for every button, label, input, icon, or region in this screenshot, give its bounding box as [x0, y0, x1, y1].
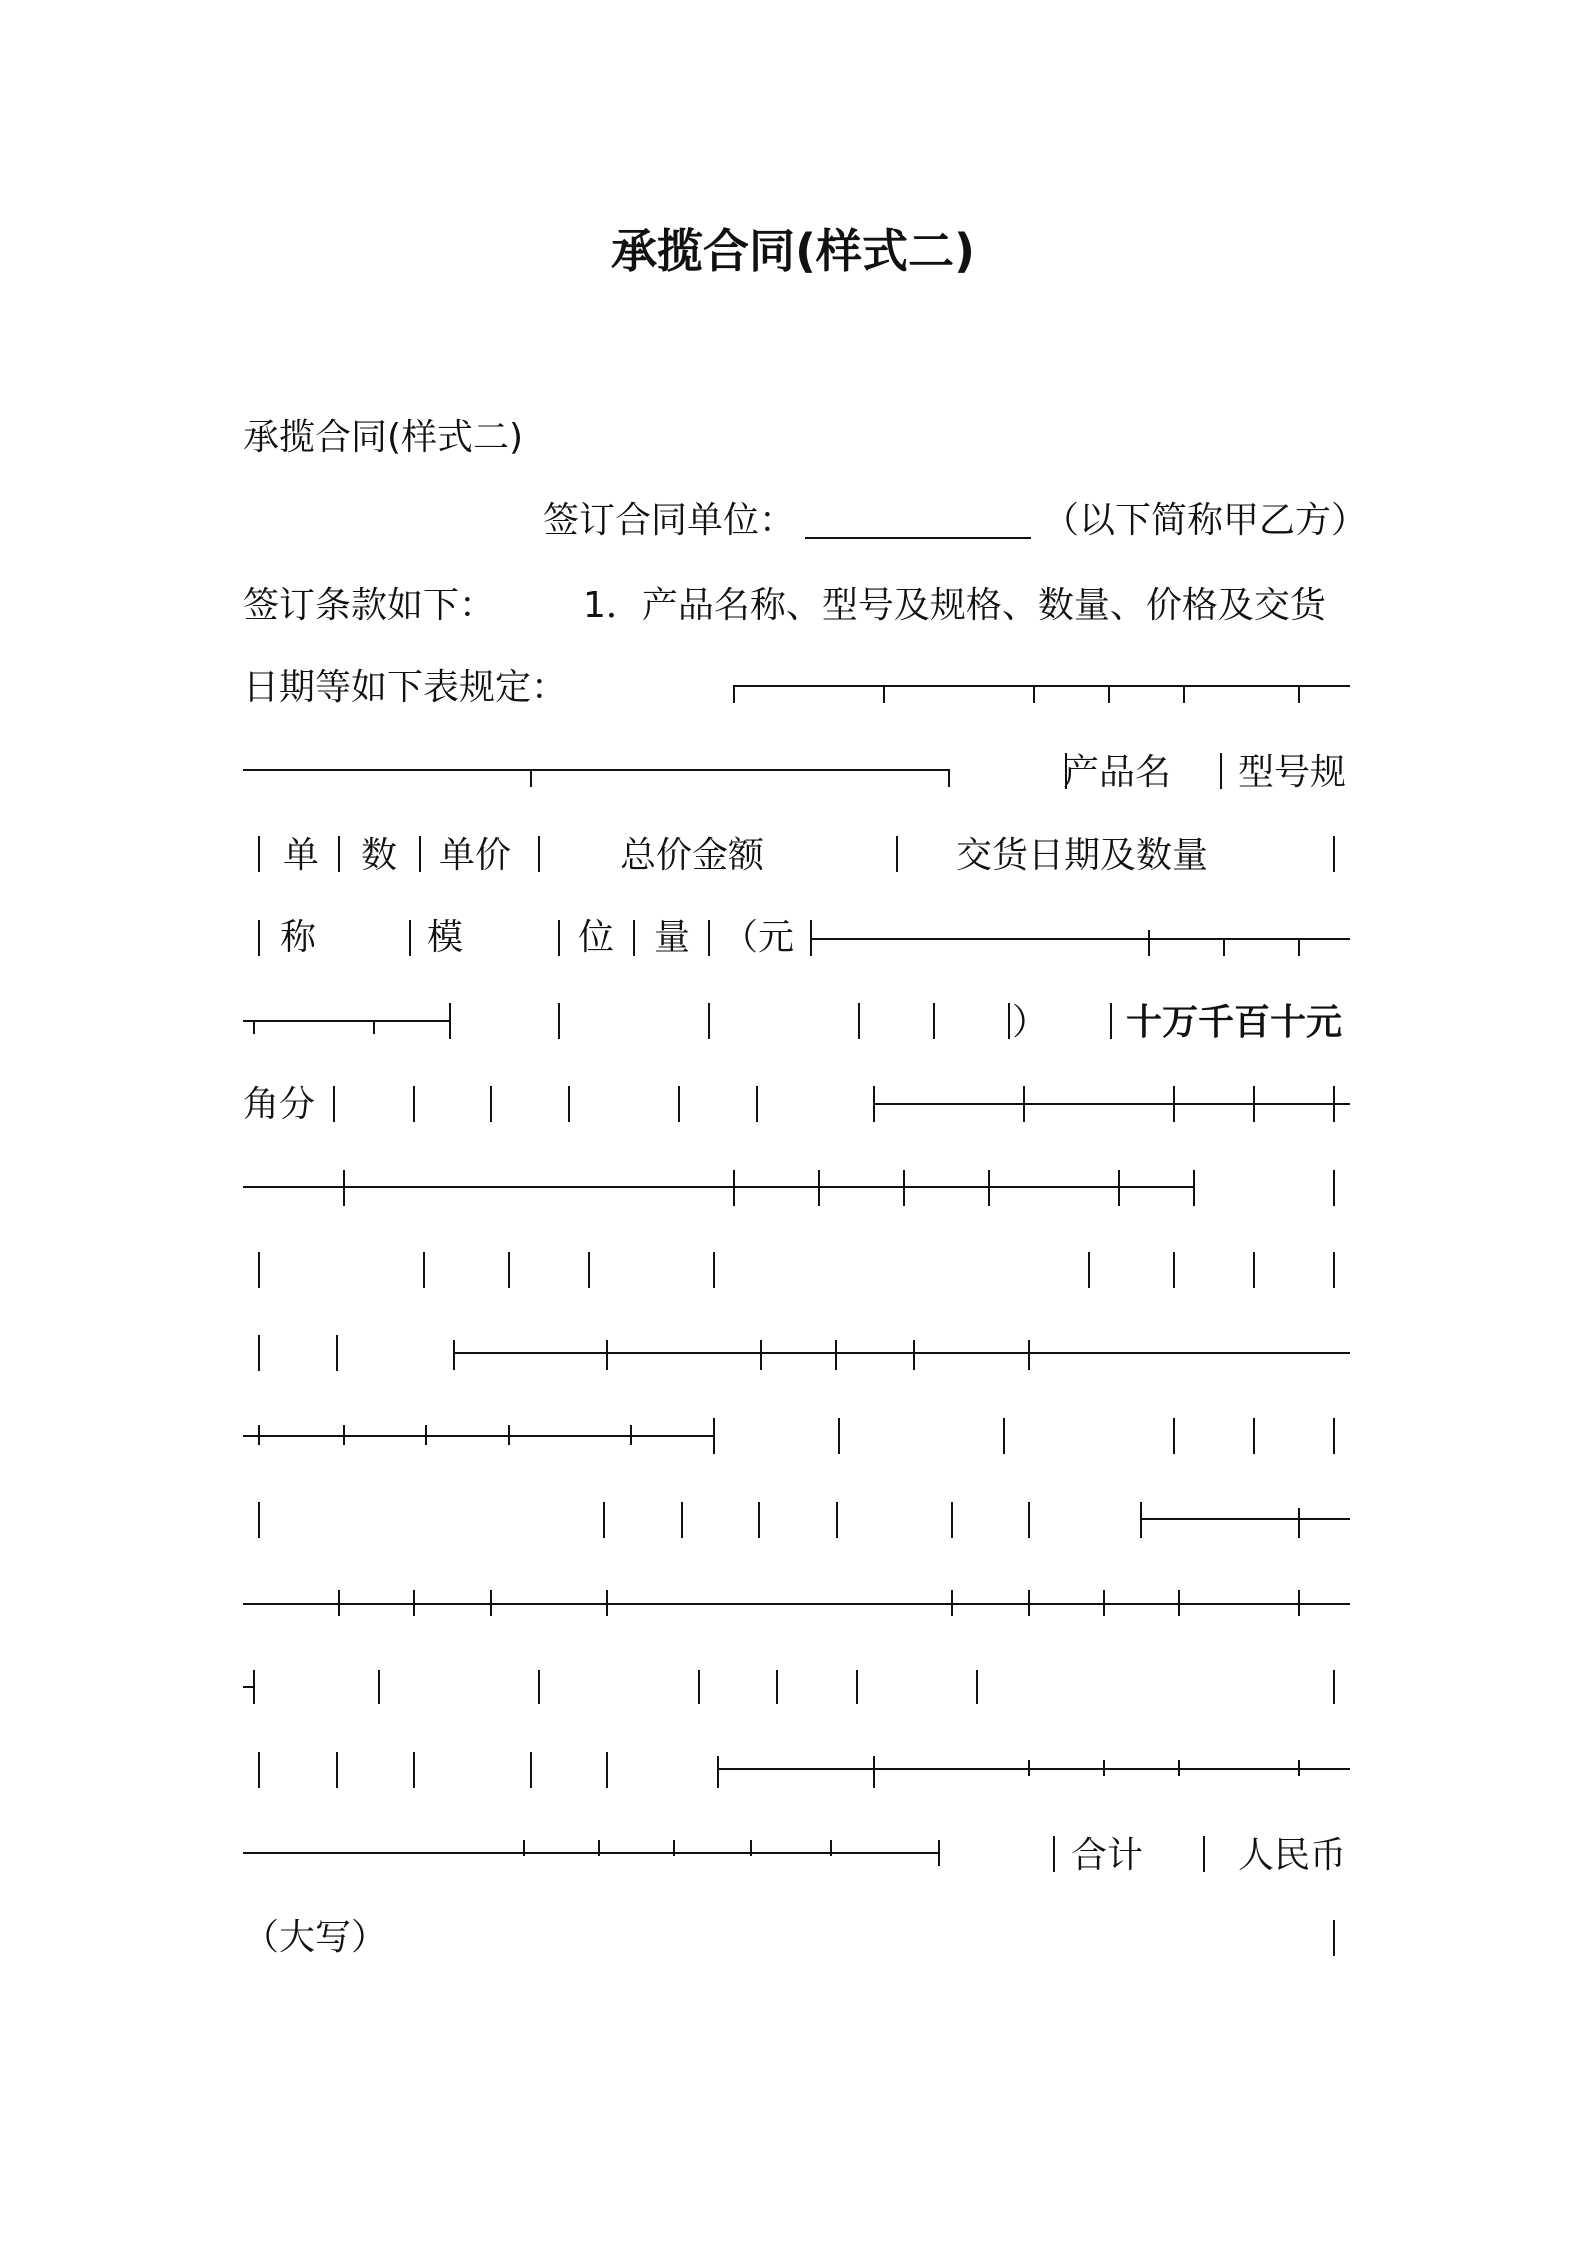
table-rule	[903, 1170, 905, 1206]
table-rule	[913, 1340, 915, 1370]
table-rule	[713, 1252, 715, 1288]
table-rule	[951, 1502, 953, 1538]
table-rule	[419, 836, 421, 872]
clause-1-line-a: 1．产品名称、型号及规格、数量、价格及交货	[583, 585, 1326, 626]
table-rule	[933, 1003, 935, 1039]
table-rule	[243, 1603, 1350, 1605]
table-rule	[490, 1086, 492, 1122]
table-rule	[1023, 1086, 1025, 1122]
table-rule	[1028, 1760, 1030, 1776]
table-rule	[1253, 1252, 1255, 1288]
signing-units-note: （以下简称甲乙方）	[1043, 500, 1368, 541]
table-rule	[951, 1590, 953, 1616]
table-rule	[1148, 930, 1150, 956]
table-rule	[678, 1086, 680, 1122]
table-rule	[1183, 685, 1185, 703]
table-rule	[818, 1170, 820, 1206]
table-rule	[776, 1670, 778, 1704]
table-rule	[603, 1502, 605, 1538]
table-rule	[976, 1670, 978, 1704]
table-rule	[708, 1003, 710, 1039]
table-rule	[1178, 1590, 1180, 1616]
table-rule	[873, 1103, 1350, 1105]
digit-places-b: 角分	[243, 1084, 316, 1125]
table-rule	[343, 1170, 345, 1206]
table-rule	[243, 1186, 1193, 1188]
table-rule	[988, 1170, 990, 1206]
table-rule	[530, 769, 532, 787]
table-rule	[858, 1003, 860, 1039]
table-rule	[681, 1502, 683, 1538]
table-rule	[1253, 1086, 1255, 1122]
col-name-b: 称	[280, 917, 317, 958]
table-rule	[343, 1425, 345, 1445]
table-rule	[1033, 685, 1035, 703]
table-rule	[810, 938, 1350, 940]
table-rule	[733, 1170, 735, 1206]
table-rule	[336, 1335, 338, 1371]
table-rule	[713, 1418, 715, 1454]
table-rule	[1108, 685, 1110, 703]
table-rule	[948, 769, 950, 787]
table-rule	[508, 1252, 510, 1288]
table-rule	[830, 1840, 832, 1856]
table-rule	[253, 1020, 255, 1034]
table-rule	[1333, 836, 1335, 872]
table-rule	[717, 1768, 1350, 1770]
clause-1-line-b: 日期等如下表规定：	[243, 667, 568, 708]
table-rule	[1203, 1836, 1205, 1872]
table-rule	[258, 1752, 260, 1788]
col-model-b: 模	[427, 917, 464, 958]
table-rule	[1223, 938, 1225, 956]
col-unit-price: 单价	[439, 835, 512, 876]
table-rule	[253, 1670, 255, 1704]
table-rule	[1028, 1502, 1030, 1538]
document-title: 承揽合同(样式二)	[610, 224, 976, 278]
table-rule	[413, 1590, 415, 1616]
table-rule	[1173, 1086, 1175, 1122]
table-rule	[606, 1752, 608, 1788]
table-rule	[1008, 1003, 1010, 1039]
table-rule	[258, 920, 260, 956]
table-rule	[378, 1670, 380, 1704]
digit-places-a: 十万千百十元	[1126, 1002, 1343, 1043]
table-rule	[1110, 1003, 1112, 1039]
table-rule	[1003, 1418, 1005, 1454]
table-rule	[530, 1752, 532, 1788]
table-rule	[633, 920, 635, 956]
table-rule	[836, 1502, 838, 1538]
table-rule	[938, 1840, 940, 1866]
table-rule	[873, 1756, 875, 1788]
table-rule	[883, 685, 885, 703]
table-rule	[1193, 1170, 1195, 1206]
table-rule	[1173, 1418, 1175, 1454]
signing-units-blank	[805, 537, 1031, 539]
col-qty-b: 量	[654, 917, 691, 958]
table-rule	[835, 1340, 837, 1370]
table-rule	[558, 920, 560, 956]
table-rule	[449, 1003, 451, 1039]
table-rule	[538, 836, 540, 872]
signing-units-label: 签订合同单位：	[543, 500, 796, 541]
table-rule	[758, 1502, 760, 1538]
table-rule	[588, 1252, 590, 1288]
table-rule	[258, 836, 260, 872]
table-rule	[598, 1840, 600, 1856]
table-rule	[1333, 1086, 1335, 1122]
table-rule	[1028, 1340, 1030, 1370]
col-total-amount: 总价金额	[620, 835, 765, 876]
table-rule	[1298, 685, 1300, 703]
table-rule	[1298, 1590, 1300, 1616]
table-rule	[750, 1840, 752, 1856]
table-rule	[756, 1086, 758, 1122]
table-header-model-spec: 型号规	[1238, 752, 1347, 793]
table-rule	[413, 1086, 415, 1122]
table-rule	[1253, 1418, 1255, 1454]
table-rule	[558, 1003, 560, 1039]
table-rule	[1173, 1252, 1175, 1288]
table-rule	[568, 1086, 570, 1122]
table-rule	[243, 1852, 938, 1854]
table-rule	[1140, 1502, 1142, 1538]
capital-label: （大写）	[243, 1917, 388, 1958]
table-rule	[1140, 1518, 1350, 1520]
table-rule	[673, 1840, 675, 1856]
table-rule	[258, 1502, 260, 1538]
table-rule	[1333, 1920, 1335, 1956]
table-rule	[810, 920, 812, 956]
col-delivery: 交货日期及数量	[956, 835, 1209, 876]
table-rule	[698, 1670, 700, 1704]
table-rule	[1333, 1170, 1335, 1206]
table-rule	[538, 1670, 540, 1704]
table-rule	[1298, 1508, 1300, 1538]
col-qty-a: 数	[361, 835, 398, 876]
table-rule	[717, 1756, 719, 1788]
table-rule	[243, 769, 948, 771]
table-rule	[1298, 1760, 1300, 1776]
table-rule	[606, 1590, 608, 1616]
close-paren: ）	[1012, 1002, 1049, 1043]
table-rule	[243, 1686, 253, 1688]
table-rule	[1065, 753, 1067, 789]
table-rule	[409, 920, 411, 956]
table-rule	[333, 1086, 335, 1122]
table-rule	[630, 1425, 632, 1445]
table-rule	[413, 1752, 415, 1788]
col-unit-b: 位	[578, 917, 615, 958]
table-rule	[1103, 1760, 1105, 1776]
table-rule	[896, 836, 898, 872]
table-rule	[508, 1425, 510, 1445]
table-rule	[708, 920, 710, 956]
table-rule	[523, 1840, 525, 1856]
table-rule	[760, 1340, 762, 1370]
table-rule	[1028, 1590, 1030, 1616]
table-rule	[258, 1252, 260, 1288]
col-total-unit: （元	[722, 917, 795, 958]
rmb-label: 人民币	[1238, 1835, 1347, 1876]
table-rule	[1333, 1418, 1335, 1454]
table-rule	[606, 1340, 608, 1370]
table-rule	[453, 1340, 455, 1370]
table-rule	[338, 1590, 340, 1616]
table-rule	[336, 1752, 338, 1788]
table-rule	[733, 685, 735, 703]
table-rule	[856, 1670, 858, 1704]
table-rule	[733, 685, 1350, 687]
table-rule	[373, 1020, 375, 1034]
table-rule	[258, 1425, 260, 1445]
table-rule	[1333, 1252, 1335, 1288]
table-rule	[838, 1418, 840, 1454]
table-rule	[338, 836, 340, 872]
table-rule	[1333, 1670, 1335, 1704]
table-rule	[873, 1086, 875, 1122]
table-rule	[1088, 1252, 1090, 1288]
table-rule	[1118, 1170, 1120, 1206]
table-rule	[453, 1352, 1350, 1354]
table-rule	[490, 1590, 492, 1616]
table-rule	[243, 1435, 713, 1437]
subtitle: 承揽合同(样式二)	[243, 417, 524, 458]
table-rule	[1178, 1760, 1180, 1776]
table-header-product-name: 产品名	[1063, 752, 1172, 793]
table-rule	[258, 1335, 260, 1371]
total-label: 合计	[1071, 1835, 1144, 1876]
table-rule	[423, 1252, 425, 1288]
table-rule	[425, 1425, 427, 1445]
table-rule	[1053, 1836, 1055, 1872]
table-rule	[1298, 938, 1300, 956]
terms-label: 签订条款如下：	[243, 585, 496, 626]
table-rule	[1103, 1590, 1105, 1616]
table-rule	[1220, 753, 1222, 789]
col-unit-a: 单	[283, 835, 320, 876]
table-rule	[243, 1020, 449, 1022]
